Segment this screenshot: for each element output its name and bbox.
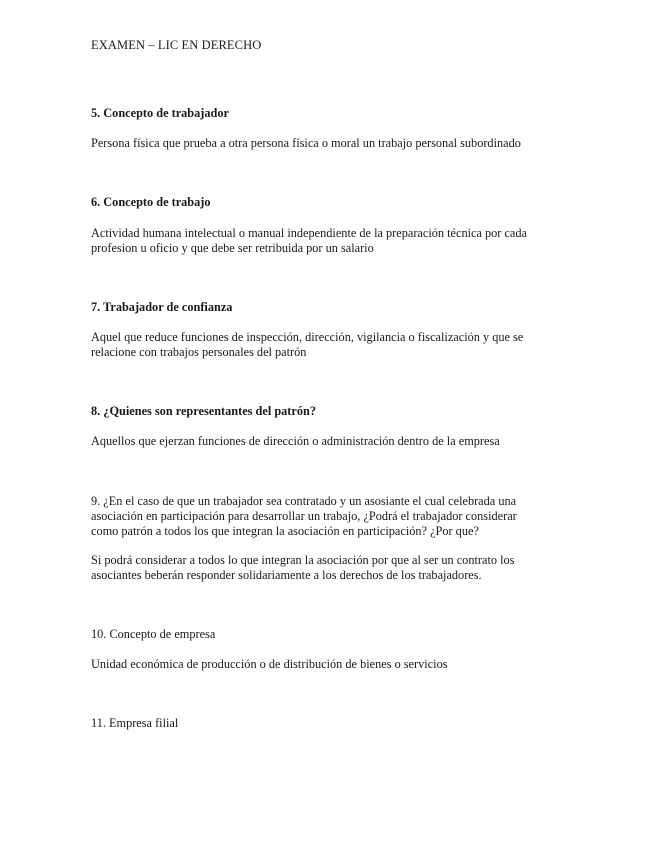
question-7-answer-line-2: relacione con trabajos personales del patrón [91,345,307,359]
question-11-title: 11. Empresa filial [91,716,179,730]
question-9-title-line-2: asociación en participación para desarrollar un trabajo, ¿Podrá el trabajador considerar [91,509,517,523]
question-9-title-line-3: como patrón a todos los que integran la asociación en participación? ¿Por que? [91,524,479,538]
question-10-title: 10. Concepto de empresa [91,627,216,641]
question-9-answer-line-1: Si podrá considerar a todos lo que integran la asociación por que al ser un contrato los [91,553,515,567]
question-6-answer-line-2: profesion u oficio y que debe ser retribuida por un salario [91,241,374,255]
question-9-answer-line-2: asociantes beberán responder solidariamente a los derechos de los trabajadores. [91,568,482,582]
question-5-title: 5. Concepto de trabajador [91,106,229,120]
question-5-answer: Persona física que prueba a otra persona física o moral un trabajo personal subordinado [91,136,521,150]
question-10-answer: Unidad económica de producción o de distribución de bienes o servicios [91,657,448,671]
question-6-title: 6. Concepto de trabajo [91,195,211,209]
question-7-answer-line-1: Aquel que reduce funciones de inspección, dirección, vigilancia o fiscalización y que se [91,330,524,344]
question-6-answer-line-1: Actividad humana intelectual o manual independiente de la preparación técnica por cada [91,226,527,240]
question-7-title: 7. Trabajador de confianza [91,300,233,314]
document-header: EXAMEN – LIC EN DERECHO [91,38,262,52]
question-8-title: 8. ¿Quienes son representantes del patrón? [91,404,316,418]
question-8-answer: Aquellos que ejerzan funciones de dirección o administración dentro de la empresa [91,434,500,448]
question-9-title-line-1: 9. ¿En el caso de que un trabajador sea contratado y un asosiante el cual celebrada una [91,494,517,508]
